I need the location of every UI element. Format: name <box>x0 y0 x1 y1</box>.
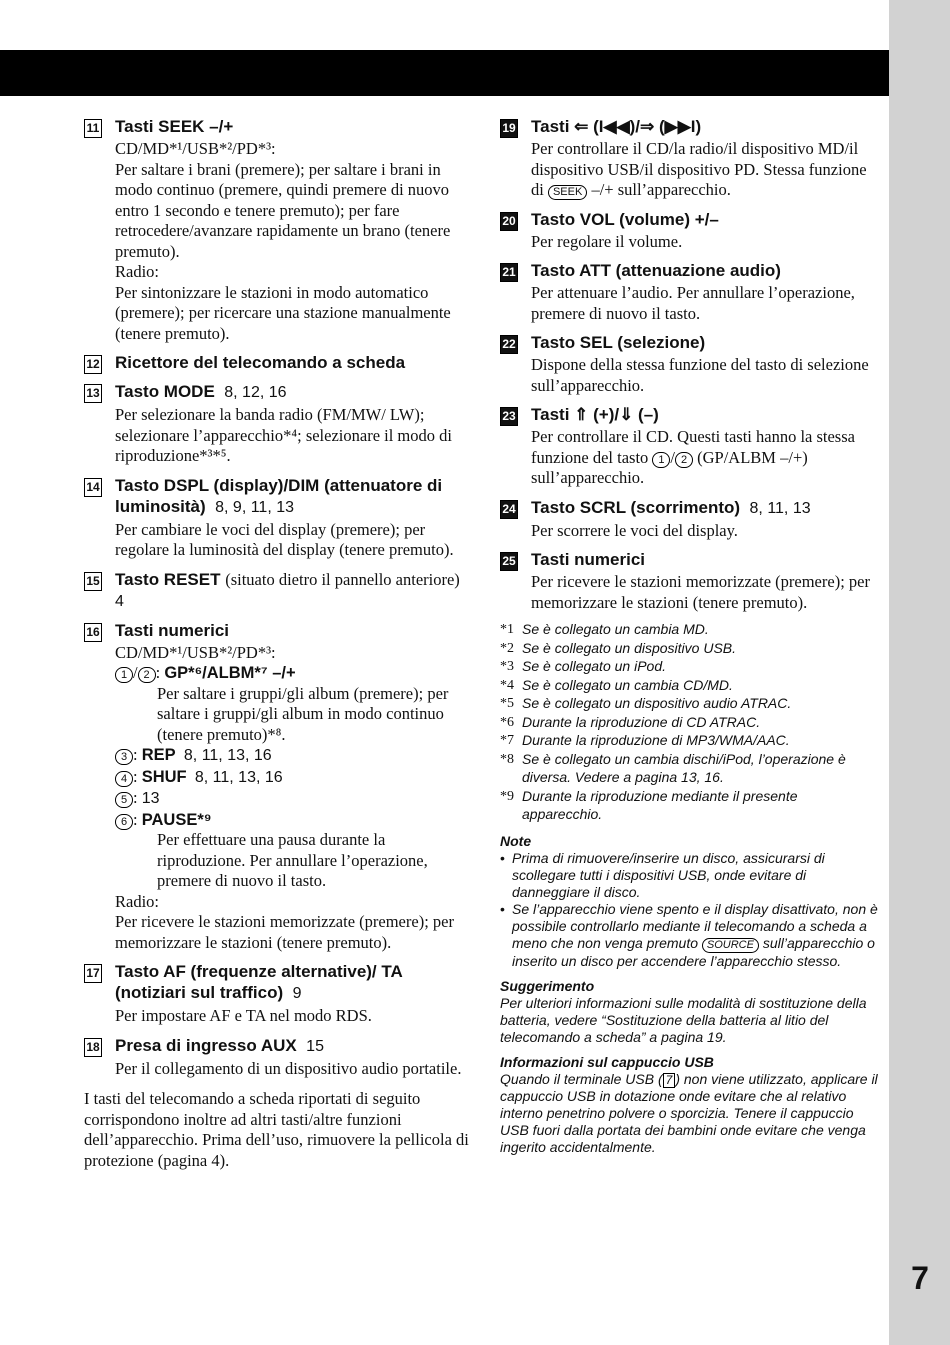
item-19 <box>500 116 878 201</box>
item-title <box>115 961 469 1004</box>
item-title: Tasti numerici <box>531 550 645 569</box>
item-title: Tasto ATT (attenuazione audio) <box>531 261 781 280</box>
item-20 <box>500 209 878 253</box>
page-refs: 8, 9, 11, 13 <box>215 498 294 516</box>
footnote <box>500 695 878 714</box>
item-title <box>531 497 878 519</box>
item-text: Per impostare AF e TA nel modo RDS. <box>115 1006 372 1025</box>
usb-text-part: ) non viene utilizzato, applicare il cappuccio USB in dotazione onde evitare che al relativo interno penetrino polvere o sporcizia. Tenere il cappuccio USB fuori dalla portata dei bambini onde evitare che venga ingerito accidentalmente. <box>500 1070 878 1155</box>
item-number: 21 <box>500 263 518 282</box>
item-title <box>115 475 469 518</box>
item-title <box>115 1035 469 1057</box>
footnote-key: *3 <box>500 659 514 674</box>
footnote-key: *8 <box>500 751 514 767</box>
footnote-text: Durante la riproduzione mediante il presente apparecchio. <box>522 787 798 822</box>
page-refs: 15 <box>306 1037 324 1055</box>
item-number: 16 <box>84 623 102 642</box>
footnote-text: Se è collegato un dispositivo USB. <box>522 639 737 656</box>
footnote-text: Se è collegato un iPod. <box>522 658 666 674</box>
item-number: 24 <box>500 500 518 519</box>
key-row-4: 4 : SHUF 8, 11, 13, 16 <box>115 767 469 789</box>
footnote <box>500 751 878 788</box>
key-4-icon: 4 <box>115 771 133 787</box>
item-text: Per ricevere le stazioni memorizzate (premere); per memorizzare le stazioni (tenere premuto). <box>115 912 454 952</box>
item-text-part: (GP/ALBM –/+) sull’apparecchio. <box>531 447 808 487</box>
item-text: Per saltare i gruppi/gli album (premere); per saltare i gruppi/gli album in modo continuo (tenere premuto)*⁸. <box>157 683 449 744</box>
item-text: Radio: <box>115 262 159 281</box>
closing-paragraph: I tasti del telecomando a scheda riportati di seguito corrispondono inoltre ad altri tasti/altre funzioni dell’apparecchio. Prima dell’uso, rimuovere la pellicola di protezione (pagina 4). <box>84 1089 469 1170</box>
item-text-part: Per controllare il CD. Questi tasti hanno la stessa funzione del tasto <box>531 427 855 467</box>
item-title: Ricettore del telecomando a scheda <box>115 353 406 372</box>
footnote <box>500 640 878 659</box>
right-column <box>500 116 878 1156</box>
item-number: 20 <box>500 212 518 231</box>
footnote-key: *7 <box>500 733 514 748</box>
key-1-icon: 1 <box>652 452 670 468</box>
usb-cap-text <box>500 1071 878 1156</box>
key-row-3: 3 : REP 8, 11, 13, 16 <box>115 745 469 767</box>
item-title-text: Tasto AF (frequenze alternative)/ TA (notiziari sul traffico) <box>115 962 403 1002</box>
footnote <box>500 658 878 677</box>
item-text: CD/MD*¹/USB*²/PD*³: <box>115 139 276 158</box>
item-title-text: Tasto MODE <box>115 382 215 401</box>
footnote-key: *1 <box>500 622 514 637</box>
item-number: 23 <box>500 407 518 426</box>
page-refs: 8, 12, 16 <box>224 384 287 401</box>
item-text: Radio: <box>115 891 159 911</box>
page-refs: 9 <box>292 985 302 1002</box>
item-number: 12 <box>84 355 102 374</box>
item-24 <box>500 497 878 542</box>
item-title: Tasti ⇑ (+)/⇓ (–) <box>531 405 659 424</box>
footnote <box>500 732 878 751</box>
key-row-6: 6 : PAUSE*⁹ <box>115 810 469 831</box>
footnote-key: *9 <box>500 788 514 804</box>
note-heading: Note <box>500 832 532 849</box>
left-column <box>84 116 469 1171</box>
key-1-icon: 1 <box>115 667 133 683</box>
item-21 <box>500 260 878 324</box>
tip-heading: Suggerimento <box>500 977 595 994</box>
item-text-part: Per controllare il CD/la radio/il dispositivo MD/il dispositivo USB/il dispositivo PD. Stessa funzione di <box>531 139 867 199</box>
item-number: 14 <box>84 478 102 497</box>
item-text: Per selezionare la banda radio (FM/MW/ LW); selezionare l’apparecchio*⁴; selezionare il modo di riproduzione*³*⁵. <box>115 405 452 465</box>
item-title-text: Presa di ingresso AUX <box>115 1035 297 1055</box>
item-text <box>531 139 878 201</box>
item-11 <box>84 116 469 344</box>
key-function: SHUF <box>141 767 187 786</box>
item-number: 18 <box>84 1038 102 1057</box>
item-text: Per attenuare l’audio. Per annullare l’operazione, premere di nuovo il tasto. <box>531 283 855 323</box>
tip-text: Per ulteriori informazioni sulle modalità di sostituzione della batteria, vedere “Sostituzione della batteria al litio del telecomando a scheda” a pagina 19. <box>500 994 867 1045</box>
item-title: Tasti ⇐ (I◀◀)/⇒ (▶▶I) <box>531 117 702 136</box>
footnote-key: *6 <box>500 714 514 730</box>
item-number: 11 <box>84 119 102 138</box>
item-text: Per saltare i brani (premere); per saltare i brani in modo continuo (premere, quindi premere di nuovo entro 1 secondo e tenere premuto); per fare retrocedere/avanzare rapidamente un brano (tenere premuto). <box>115 159 451 261</box>
item-number: 17 <box>84 964 102 983</box>
item-text: CD/MD*¹/USB*²/PD*³: <box>115 642 276 662</box>
item-text: Per cambiare le voci del display (premere); per regolare la luminosità del display (tenere premuto). <box>115 519 454 559</box>
item-number: 13 <box>84 384 102 403</box>
item-text: Per effettuare una pausa durante la riproduzione. Per annullare l’operazione, premere di nuovo il tasto. <box>157 830 428 890</box>
page-refs: 13 <box>141 790 160 807</box>
key-2-icon: 2 <box>138 667 156 683</box>
item-number: 22 <box>500 335 518 354</box>
footnote <box>500 621 878 640</box>
note-text-part: Se l’apparecchio viene spento e il display disattivato, non è possibile controllarlo mediante il telecomando a scheda a meno che non venga premuto <box>512 900 878 951</box>
usb-terminal-number-icon: 7 <box>663 1073 676 1088</box>
item-number: 19 <box>500 119 518 138</box>
page-number: 7 <box>911 1260 929 1296</box>
item-text: Per ricevere le stazioni memorizzate (premere); per memorizzare le stazioni (tenere premuto). <box>531 572 870 612</box>
item-text: Per regolare il volume. <box>531 231 683 251</box>
usb-text-part: Quando il terminale USB ( <box>500 1070 663 1087</box>
key-6-icon: 6 <box>115 814 133 830</box>
item-number: 25 <box>500 552 518 571</box>
item-note: (situato dietro il pannello anteriore) <box>225 569 460 589</box>
item-title: Tasti SEEK –/+ <box>115 117 234 136</box>
key-3-icon: 3 <box>115 749 133 765</box>
source-key-icon: SOURCE <box>702 938 759 953</box>
note-text-part: sull’apparecchio o inserito un disco per accendere l’apparecchio stesso. <box>512 934 875 969</box>
item-17 <box>84 961 469 1027</box>
seek-key-icon: SEEK <box>548 185 587 200</box>
header-bar <box>0 50 889 96</box>
item-13 <box>84 381 469 467</box>
footnote <box>500 714 878 733</box>
key-function: GP*⁶/ALBM*⁷ –/+ <box>164 664 296 682</box>
item-title: Tasto VOL (volume) +/– <box>531 209 719 229</box>
item-title-text: Tasto RESET <box>115 569 221 589</box>
side-tab-strip <box>889 0 950 1345</box>
item-15 <box>84 569 469 612</box>
key-function: REP <box>141 746 176 764</box>
footnote-text: Se è collegato un cambia CD/MD. <box>522 676 733 693</box>
item-25 <box>500 549 878 613</box>
item-text: Per scorrere le voci del display. <box>531 520 738 540</box>
item-text: Per il collegamento di un dispositivo audio portatile. <box>115 1058 462 1078</box>
item-title-text: Tasto SCRL (scorrimento) <box>531 497 741 517</box>
footnote-text: Se è collegato un cambia MD. <box>522 621 709 637</box>
footnote-key: *4 <box>500 677 514 693</box>
footnote-text: Durante la riproduzione di MP3/WMA/AAC. <box>522 732 790 748</box>
footnote-key: *5 <box>500 696 514 711</box>
item-title: Tasto SEL (selezione) <box>531 333 706 352</box>
footnote <box>500 677 878 696</box>
page-refs: 8, 11, 13, 16 <box>194 768 283 786</box>
item-title <box>115 381 469 403</box>
note-bullet: • Prima di rimuovere/inserire un disco, assicurarsi di scollegare tutti i dispositivi USB, onde evitare di danneggiare il disco. <box>500 850 878 901</box>
item-text: Dispone della stessa funzione del tasto di selezione sull’apparecchio. <box>531 355 869 395</box>
footnotes <box>500 621 878 825</box>
item-18 <box>84 1035 469 1080</box>
footnote-text: Se è collegato un cambia dischi/iPod, l’operazione è diversa. Vedere a pagina 13, 16. <box>522 750 846 785</box>
footnote-key: *2 <box>500 640 514 656</box>
item-23 <box>500 404 878 489</box>
footnote-text: Durante la riproduzione di CD ATRAC. <box>522 713 761 730</box>
item-text: Per controllare il CD. Questi tasti hanno la stessa funzione del tasto 1 / 2 (GP/ALBM –/+) sull’apparecchio. <box>531 427 855 487</box>
page-refs: 8, 11, 13, 16 <box>183 747 272 764</box>
item-title-text: Tasto DSPL (display)/DIM (attenuatore di luminosità) <box>115 475 443 516</box>
page-refs: 8, 11, 13 <box>749 499 811 517</box>
item-22 <box>500 332 878 396</box>
usb-cap-heading: Informazioni sul cappuccio USB <box>500 1053 714 1070</box>
page-refs: 4 <box>115 592 124 610</box>
item-12 <box>84 352 469 373</box>
key-2-icon: 2 <box>675 452 693 468</box>
item-title <box>115 569 469 612</box>
key-row-5: 5 : 13 <box>115 788 469 810</box>
key-5-icon: 5 <box>115 792 133 808</box>
footnote-text: Se è collegato un dispositivo audio ATRAC. <box>522 695 792 711</box>
key-function: PAUSE*⁹ <box>141 810 212 829</box>
item-text: Per sintonizzare le stazioni in modo automatico (premere); per ricercare una stazione manualmente (tenere premuto). <box>115 282 451 343</box>
footnote <box>500 788 878 825</box>
item-16 <box>84 620 469 954</box>
item-text-part: –/+ sull’apparecchio. <box>591 180 731 199</box>
item-14 <box>84 475 469 561</box>
note-bullet <box>500 901 878 970</box>
item-title: Tasti numerici <box>115 620 229 640</box>
item-number: 15 <box>84 572 102 591</box>
key-row-1-2: 1 / 2 : GP*⁶/ALBM*⁷ –/+ <box>115 663 469 684</box>
